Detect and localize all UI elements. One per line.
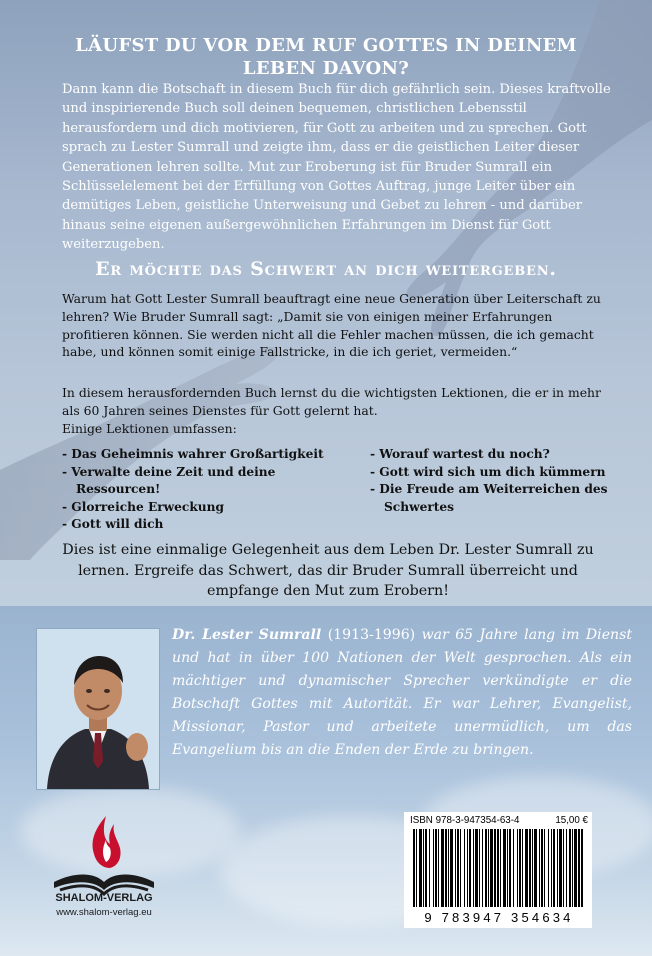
publisher-name: SHALOM-VERLAG — [55, 892, 153, 904]
publisher-url: www.shalom-verlag.eu — [56, 907, 152, 918]
barcode-bar — [429, 829, 430, 907]
barcode-bar — [500, 829, 501, 907]
barcode-bar — [513, 829, 514, 907]
barcode-bar — [455, 829, 456, 907]
headline-middle: Er möchte das Schwert an dich weitergeben. — [95, 258, 557, 280]
intro-paragraph: Dann kann die Botschaft in diesem Buch für dich gefährlich sein. Dieses kraftvolle und inspirierende Buch soll deinen bequemen, christlichen Lebensstil herausfordern und dich motivieren, für Gott zu arbeiten und zu sprechen. Gott sprach zu Lester Sumrall und zeigte ihm, dass er die geistlichen Leiter dieser Generationen lehren sollte. Mut zur Eroberung ist für Bruder Sumrall ein Schlüsselelement bei der Erfüllung von Gottes Auftrag, junge Leiter über ein demütiges Leben, geistliche Unterweisung und Gebet zu lehren - und darüber hinaus seine eigenen außergewöhnlichen Erfahrungen im Dienst für Gott weiterzugeben. — [62, 82, 611, 253]
author-bio — [172, 624, 632, 762]
lesson-item: - Die Freude am Weiterreichen des Schwertes — [370, 482, 608, 514]
barcode-bar — [572, 829, 573, 907]
barcode-bar — [485, 829, 487, 907]
barcode-bar — [559, 829, 562, 907]
barcode-bar — [557, 829, 558, 907]
barcode-bar — [541, 829, 543, 907]
author-name: Dr. Lester Sumrall — [172, 627, 322, 643]
author-bio-text: war 65 Jahre lang im Dienst und hat in über 100 Nationen der Welt gesprochen. Als ein mächtiger und dynamischer Sprecher verkündigte er die Botschaft Gottes mit Autorität. Er war Lehrer, Evangelist, Missionar, Pastor und arbeitete unermüdlich, um das Evangelium bis an die Enden der Erde zu bringen. — [172, 627, 633, 758]
barcode-bars — [413, 829, 585, 907]
barcode-bar — [532, 829, 533, 907]
barcode-bar — [544, 829, 545, 907]
lesson-item: - Gott wird sich um dich kümmern — [370, 464, 606, 479]
barcode-bar — [450, 829, 453, 907]
lessons-list-right — [370, 446, 640, 516]
barcode-bar — [441, 829, 444, 907]
lessons-list-left — [62, 446, 362, 534]
barcode-bar — [433, 829, 434, 907]
barcode-bar — [548, 829, 549, 907]
barcode-bar — [569, 829, 571, 907]
barcode-bar — [464, 829, 465, 907]
barcode-bar — [416, 829, 417, 907]
barcode-bar — [522, 829, 523, 907]
lesson-item: - Worauf wartest du noch? — [370, 447, 550, 461]
barcode-bar — [578, 829, 580, 907]
barcode-bar — [525, 829, 528, 907]
price: 15,00 € — [555, 815, 588, 826]
barcode-bar — [519, 829, 521, 907]
barcode-bar — [479, 829, 480, 907]
barcode-bar — [517, 829, 518, 907]
lesson-item: - Gott will dich — [62, 517, 164, 532]
author-photo — [36, 628, 160, 790]
barcode-bar — [445, 829, 447, 907]
closing-paragraph: Dies ist eine einmalige Gelegenheit aus dem Leben Dr. Lester Sumrall zu lernen. Ergreife das Schwert, das dir Bruder Sumrall überreicht und empfange den Mut zum Erobern! — [62, 542, 594, 599]
headline-top: LÄUFST DU VOR DEM RUF GOTTES IN DEINEM LEBEN DAVON? — [75, 35, 577, 79]
isbn-line — [410, 815, 588, 826]
barcode-bar — [482, 829, 483, 907]
barcode-bar — [438, 829, 439, 907]
barcode-bar — [507, 829, 508, 907]
isbn-barcode — [404, 812, 592, 928]
lesson-item: - Glorreiche Erweckung — [62, 499, 225, 514]
lessons-intro — [62, 384, 622, 437]
barcode-bar — [490, 829, 493, 907]
barcode-bar — [509, 829, 511, 907]
barcode-bar — [551, 829, 552, 907]
barcode-bar — [553, 829, 555, 907]
flame-on-open-book-icon — [54, 816, 154, 894]
barcode-digits: 9 783947 354634 — [424, 910, 574, 925]
barcode-bar — [566, 829, 567, 907]
barcode-bar — [435, 829, 437, 907]
barcode-bar — [469, 829, 471, 907]
barcode-bar — [581, 829, 583, 907]
barcode-bar — [423, 829, 424, 907]
barcode-bar — [503, 829, 506, 907]
lessons-label: Einige Lektionen umfassen: — [62, 420, 237, 436]
barcode-bar — [413, 829, 415, 907]
isbn-number: ISBN 978-3-947354-63-4 — [410, 815, 520, 826]
barcode-bar — [529, 829, 531, 907]
barcode-bar — [563, 829, 564, 907]
barcode-bar — [473, 829, 474, 907]
author-years: (1913-1996) — [327, 627, 416, 643]
quote-paragraph: Warum hat Gott Lester Sumrall beauftragt eine neue Generation über Leiterschaft zu lehren? Wie Bruder Sumrall sagt: „Damit sie von einigen meiner Erfahrungen profitieren können. Sie werden nicht all die Fehler machen müssen, die ich gemacht habe, und können somit einige Fallstricke, in die ich geriet, vermeiden.“ — [62, 291, 601, 360]
barcode-bar — [574, 829, 577, 907]
barcode-bar — [534, 829, 537, 907]
barcode-bar — [460, 829, 461, 907]
barcode-bar — [497, 829, 499, 907]
barcode-bar — [488, 829, 489, 907]
barcode-bar — [419, 829, 422, 907]
barcode-bar — [539, 829, 540, 907]
lessons-intro-text: In diesem herausfordernden Buch lernst du die wichtigsten Lektionen, die er in mehr als 60 Jahren seines Dienstes für Gott gelernt hat. — [62, 385, 601, 418]
barcode-bar — [425, 829, 427, 907]
barcode-bar — [475, 829, 478, 907]
barcode-bar — [467, 829, 468, 907]
barcode-bar — [448, 829, 449, 907]
barcode-bar — [494, 829, 496, 907]
lesson-item: - Verwalte deine Zeit und deine Ressourcen! — [62, 464, 276, 497]
author-portrait-icon — [37, 629, 159, 789]
barcode-bar — [457, 829, 459, 907]
lesson-item: - Das Geheimnis wahrer Großartigkeit — [62, 447, 324, 461]
